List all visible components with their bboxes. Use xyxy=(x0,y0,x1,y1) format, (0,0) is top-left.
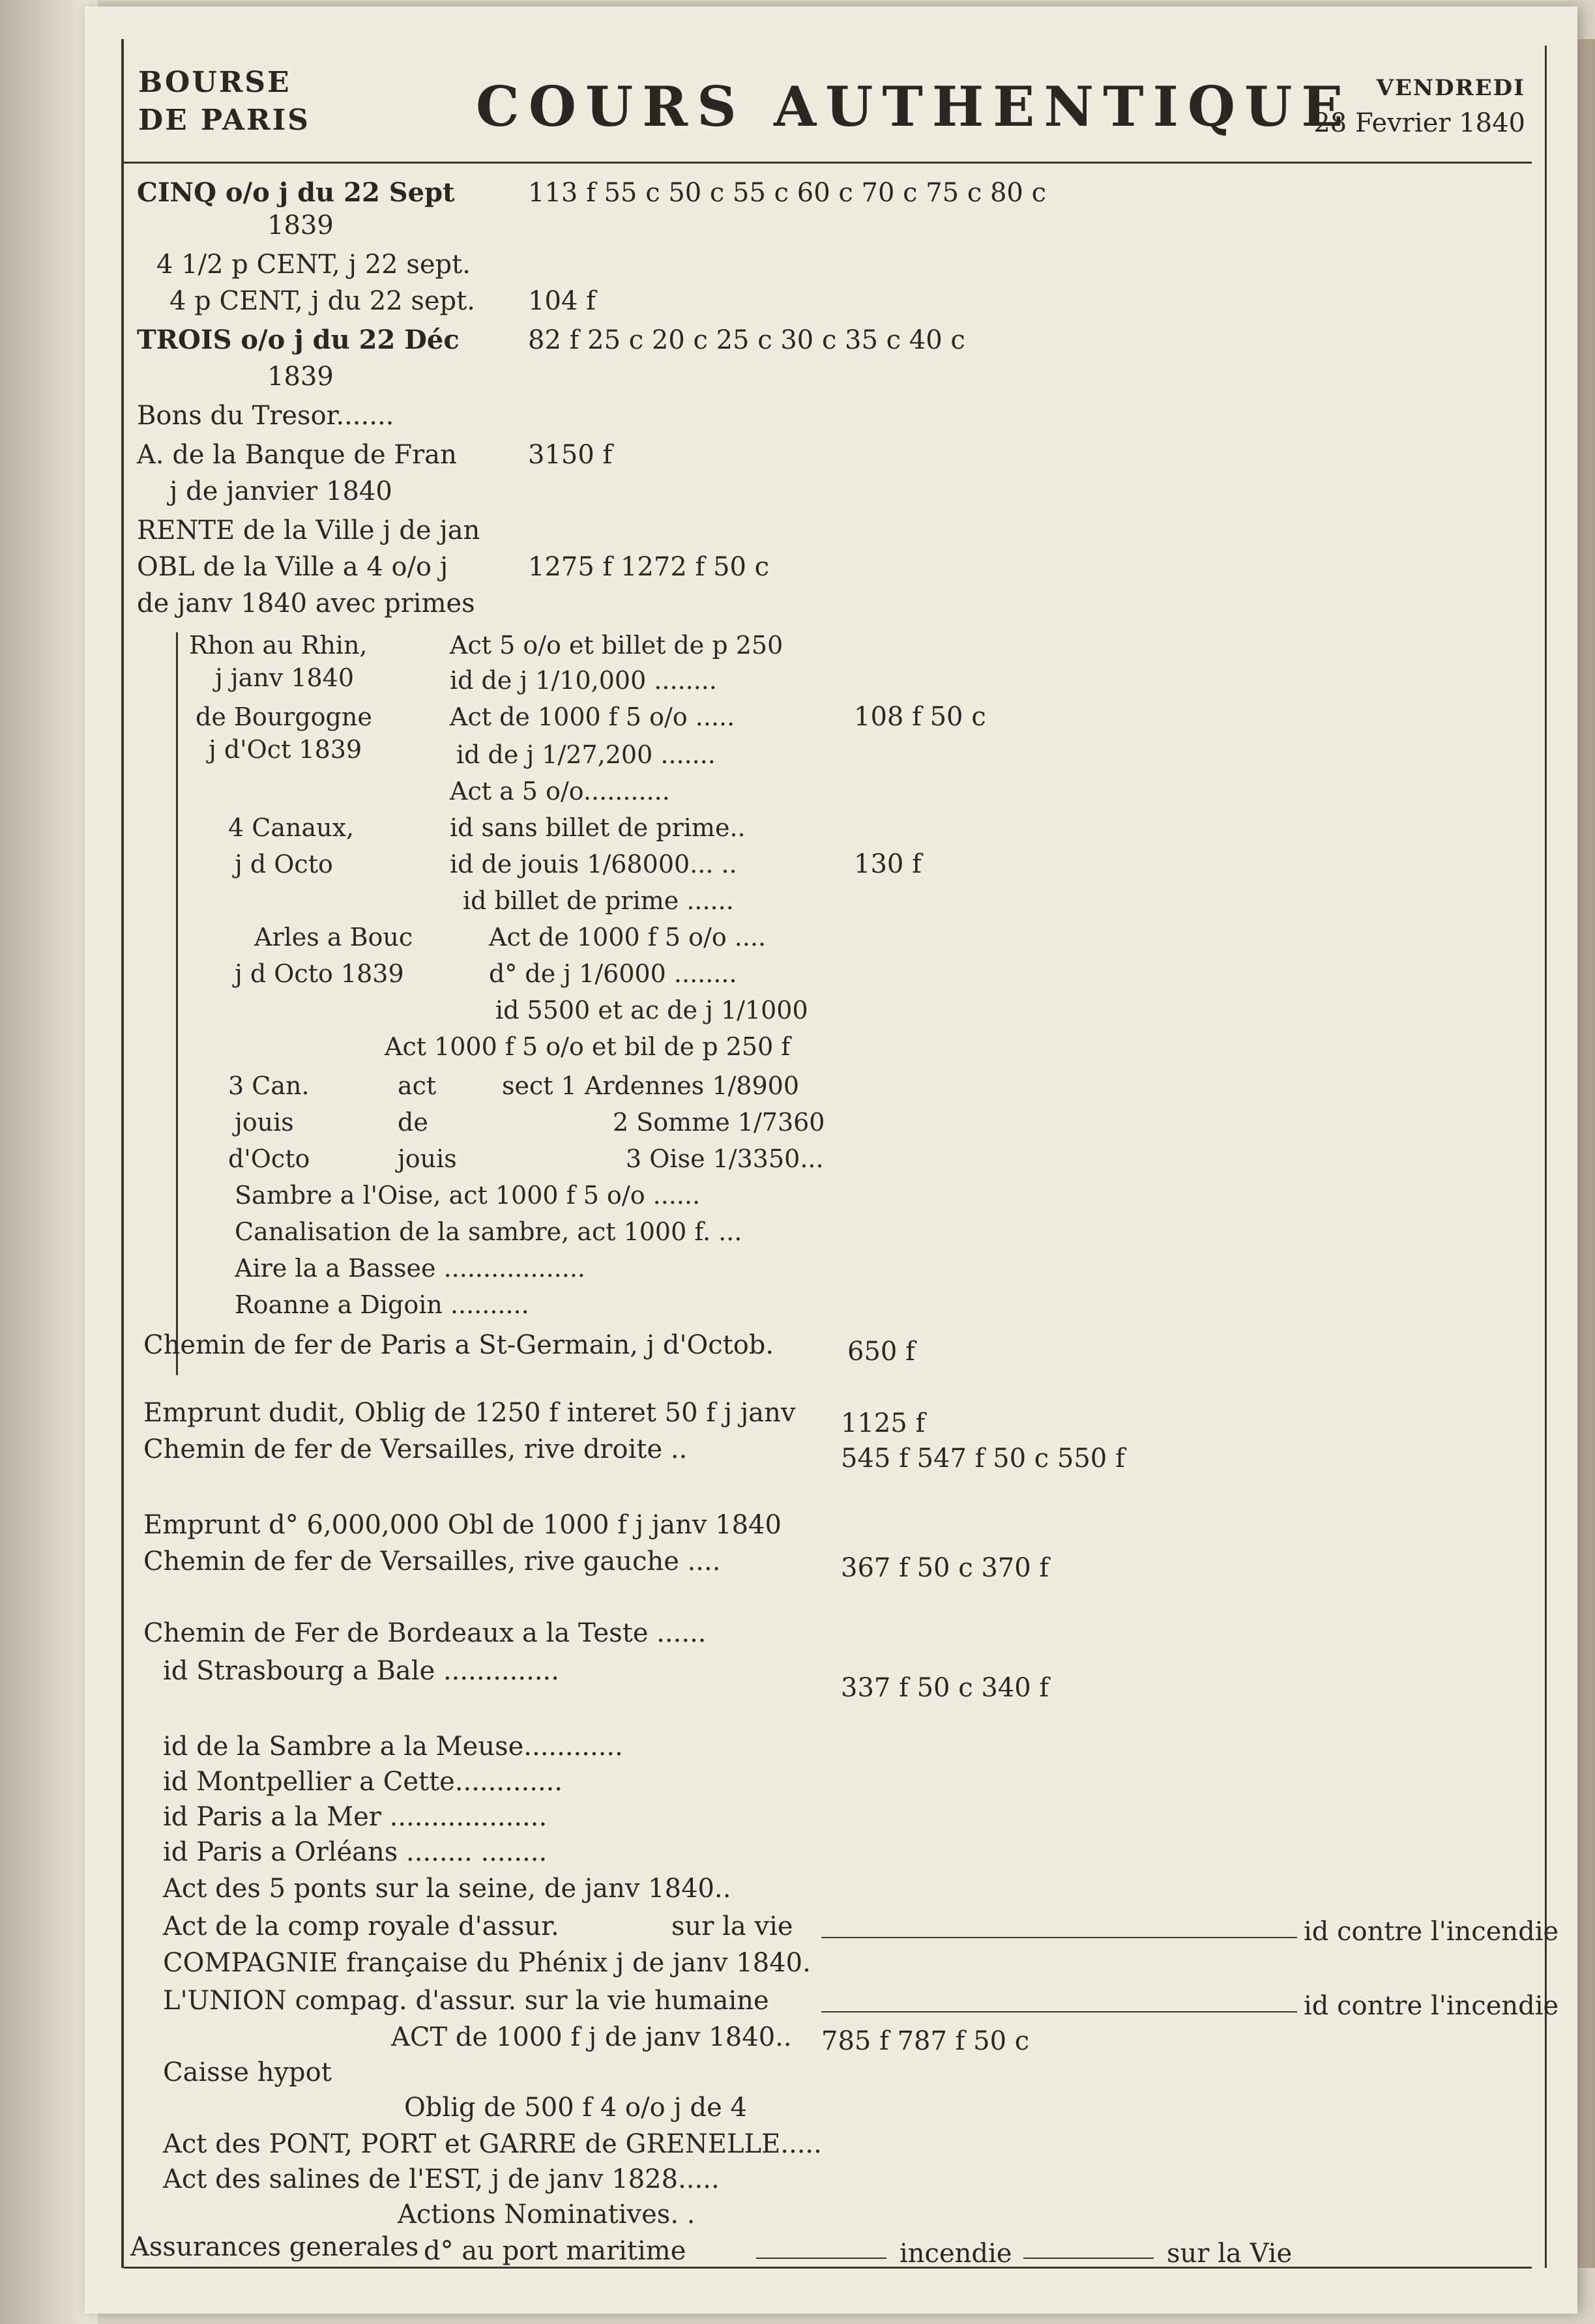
bourgogne-values: 108 f 50 c xyxy=(854,702,986,732)
comp-royale-incendie: id contre l'incendie xyxy=(1304,1917,1559,1947)
page-title: COURS AUTHENTIQUE xyxy=(476,74,1353,139)
arles-id: id 5500 et ac de j 1/1000 xyxy=(495,996,808,1024)
cinq-values: 113 f 55 c 50 c 55 c 60 c 70 c 75 c 80 c xyxy=(528,178,1046,208)
st-germain-label: Chemin de fer de Paris a St-Germain, j d'Octob. xyxy=(143,1330,774,1360)
obl-ville-label: OBL de la Ville a 4 o/o j xyxy=(137,552,448,582)
banque-date: j de janvier 1840 xyxy=(169,476,392,506)
three-canals-somme: 2 Somme 1/7360 xyxy=(613,1108,825,1137)
aire-bassee: Aire la a Bassee .................. xyxy=(235,1254,586,1283)
trois-year: 1839 xyxy=(267,362,334,392)
arles-date: j d Octo 1839 xyxy=(235,959,404,988)
strasbourg-bale: id Strasbourg a Bale .............. xyxy=(163,1656,559,1686)
three-canals-date: d'Octo xyxy=(228,1144,310,1173)
emprunt-dudit: Emprunt dudit, Oblig de 1250 f interet 50 f j janv xyxy=(143,1398,796,1428)
caisse-values: 785 f 787 f 50 c xyxy=(821,2026,1030,2056)
caisse-label: Caisse hypot xyxy=(163,2057,332,2087)
three-canals-de: de xyxy=(398,1108,428,1137)
port-blank xyxy=(756,2258,886,2259)
date: 28 Fevrier 1840 xyxy=(1313,108,1525,138)
paris-orleans: id Paris a Orléans ........ ........ xyxy=(163,1837,548,1867)
date-block xyxy=(1251,70,1525,141)
montpellier-cette: id Montpellier a Cette............. xyxy=(163,1767,563,1797)
caisse-oblig: Oblig de 500 f 4 o/o j de 4 xyxy=(404,2093,747,2123)
canaux-label: 4 Canaux, xyxy=(228,813,355,842)
three-canals-oise: 3 Oise 1/3350... xyxy=(626,1144,824,1173)
bourgogne-date: j d'Oct 1839 xyxy=(209,735,362,764)
sambre-oise: Sambre a l'Oise, act 1000 f 5 o/o ...... xyxy=(235,1181,701,1210)
three-canals-act: Act 1000 f 5 o/o et bil de p 250 f xyxy=(385,1032,791,1061)
newspaper-page xyxy=(85,7,1577,2314)
assurances-incendie: incendie xyxy=(900,2239,1012,2269)
canaux-id-jouis: id de jouis 1/68000... .. xyxy=(450,850,737,879)
assurances-port: d° au port maritime xyxy=(424,2236,686,2266)
rhone-label: Rhon au Rhin, xyxy=(189,631,368,660)
trois-values: 82 f 25 c 20 c 25 c 30 c 35 c 40 c xyxy=(528,325,965,355)
union-incendie: id contre l'incendie xyxy=(1304,1991,1559,2021)
three-canals-act2: act xyxy=(398,1071,437,1100)
rhone-date: j janv 1840 xyxy=(215,663,355,692)
union: L'UNION compag. d'assur. sur la vie humaine xyxy=(163,1986,769,2016)
sambre-meuse: id de la Sambre a la Meuse............ xyxy=(163,1732,623,1762)
strasbourg-values: 337 f 50 c 340 f xyxy=(841,1673,1049,1703)
header-rule xyxy=(124,162,1532,164)
exchange-name xyxy=(138,64,310,139)
canals-bracket xyxy=(176,632,178,1375)
three-canals-ardennes: sect 1 Ardennes 1/8900 xyxy=(502,1071,799,1100)
versailles-droite: Chemin de fer de Versailles, rive droite .. xyxy=(143,1434,688,1464)
bourgogne-label: de Bourgogne xyxy=(196,703,372,731)
incendie-blank xyxy=(1023,2258,1154,2259)
three-canals-jouis2: jouis xyxy=(398,1144,457,1173)
assurances-generales: Assurances generales xyxy=(130,2232,419,2262)
bourgogne-id: id de j 1/27,200 ....... xyxy=(456,740,716,769)
canaux-values: 130 f xyxy=(854,849,922,879)
phenix: COMPAGNIE française du Phénix j de janv 1840. xyxy=(163,1948,811,1978)
banque-label: A. de la Banque de Fran xyxy=(137,440,457,470)
bons-tresor: Bons du Tresor....... xyxy=(137,401,394,431)
banque-values: 3150 f xyxy=(528,440,613,470)
exchange-line1: BOURSE xyxy=(138,66,291,99)
salines-est: Act des salines de l'EST, j de janv 1828..... xyxy=(163,2164,720,2194)
four-half-label: 4 1/2 p CENT, j 22 sept. xyxy=(156,250,471,280)
actions-nominatives: Actions Nominatives. . xyxy=(398,2200,695,2230)
roanne-digoin: Roanne a Digoin .......... xyxy=(235,1290,529,1319)
exchange-line2: DE PARIS xyxy=(138,104,310,137)
obl-ville-date: de janv 1840 avec primes xyxy=(137,588,475,618)
cinq-ponts: Act des 5 ponts sur la seine, de janv 1840.. xyxy=(163,1874,731,1904)
four-label: 4 p CENT, j du 22 sept. xyxy=(169,286,475,316)
arles-ditto: d° de j 1/6000 ........ xyxy=(489,959,737,988)
versailles-droite-values: 545 f 547 f 50 c 550 f xyxy=(841,1444,1125,1474)
st-germain-values: 650 f xyxy=(847,1337,915,1367)
caisse-act: ACT de 1000 f j de janv 1840.. xyxy=(391,2022,792,2052)
versailles-gauche: Chemin de fer de Versailles, rive gauche .... xyxy=(143,1547,721,1576)
vie-blank xyxy=(821,1937,1297,1938)
comp-royale: Act de la comp royale d'assur. xyxy=(163,1911,559,1941)
obl-ville-values: 1275 f 1272 f 50 c xyxy=(528,552,770,582)
union-blank xyxy=(821,2011,1297,2012)
canaux-id-sans: id sans billet de prime.. xyxy=(450,813,746,842)
rhone-id: id de j 1/10,000 ........ xyxy=(450,666,717,695)
canaux-act: Act a 5 o/o........... xyxy=(450,777,670,806)
canaux-id-prime: id billet de prime ...... xyxy=(463,886,734,915)
book-binding xyxy=(0,0,98,2324)
three-canals-label: 3 Can. xyxy=(228,1071,310,1100)
cinq-label: CINQ o/o j du 22 Sept xyxy=(137,177,455,208)
arles-label: Arles a Bouc xyxy=(254,923,413,951)
assurances-vie: sur la Vie xyxy=(1167,2239,1293,2269)
weekday: VENDREDI xyxy=(1376,75,1525,101)
arles-act: Act de 1000 f 5 o/o .... xyxy=(489,923,767,951)
versailles-gauche-values: 367 f 50 c 370 f xyxy=(841,1553,1049,1583)
bordeaux-teste: Chemin de Fer de Bordeaux a la Teste ...... xyxy=(143,1618,707,1648)
emprunt-ditto: Emprunt d° 6,000,000 Obl de 1000 f j janv 1840 xyxy=(143,1510,782,1540)
paris-mer: id Paris a la Mer ................... xyxy=(163,1802,548,1832)
three-canals-jouis: jouis xyxy=(235,1108,294,1137)
emprunt-dudit-values: 1125 f xyxy=(841,1408,926,1438)
bourgogne-act: Act de 1000 f 5 o/o ..... xyxy=(450,703,735,731)
cinq-year: 1839 xyxy=(267,211,334,240)
canalisation-sambre: Canalisation de la sambre, act 1000 f. ... xyxy=(235,1217,742,1246)
left-border xyxy=(121,39,124,2268)
grenelle: Act des PONT, PORT et GARRE de GRENELLE..... xyxy=(163,2129,822,2159)
four-values: 104 f xyxy=(528,286,596,316)
rhone-act: Act 5 o/o et billet de p 250 xyxy=(450,631,783,660)
rente-ville: RENTE de la Ville j de jan xyxy=(137,516,480,545)
canaux-date: j d Octo xyxy=(235,850,333,879)
bottom-border xyxy=(124,2267,1532,2269)
comp-royale-vie: sur la vie xyxy=(671,1911,793,1941)
trois-label: TROIS o/o j du 22 Déc xyxy=(137,325,460,355)
